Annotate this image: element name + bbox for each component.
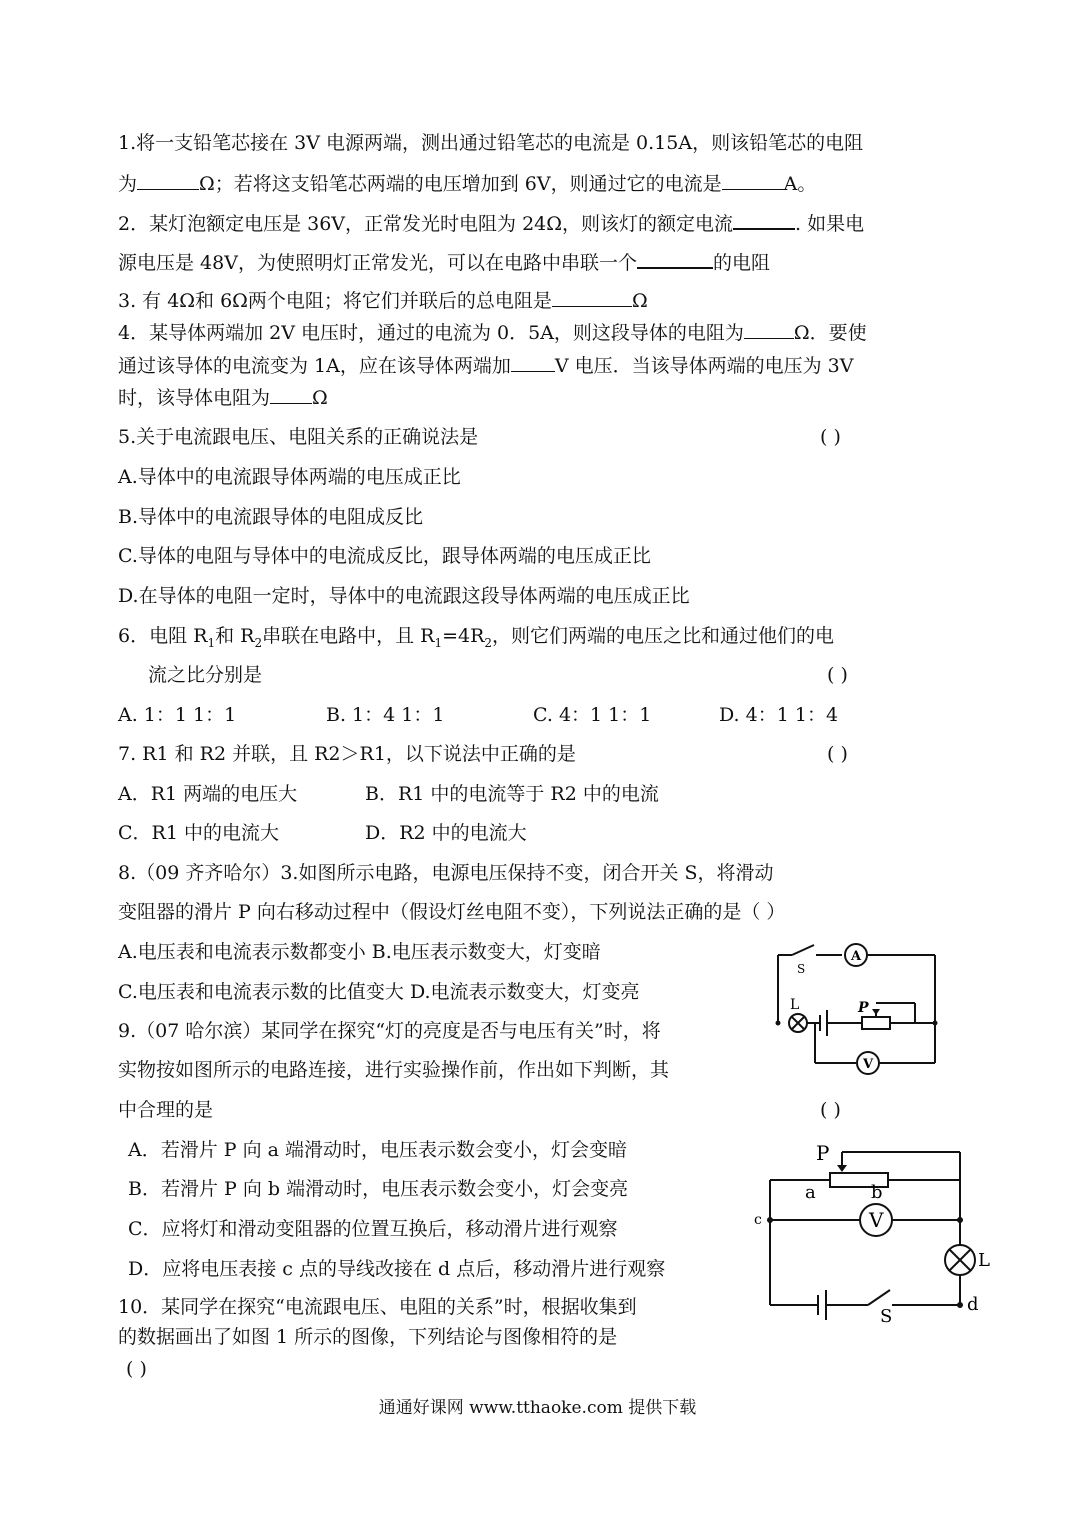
q9-line2: 实物按如图所示的电路连接，进行实验操作前，作出如下判断，其 <box>118 1059 670 1081</box>
q6-line1 <box>118 624 834 655</box>
q9-fig-label-p: P <box>816 1141 830 1165</box>
footer-source: 通通好课网 www.tthaoke.com 提供下载 <box>378 1398 697 1418</box>
q6-line2: 流之比分别是 <box>148 664 263 686</box>
q9-fig-label-s: S <box>880 1306 893 1327</box>
q6-option-c[interactable]: C. 4：1 1：1 <box>533 704 652 726</box>
q8-line1: 8.（09 齐齐哈尔）3.如图所示电路，电源电压保持不变，闭合开关 S，将滑动 <box>118 862 774 884</box>
q1-line2 <box>118 171 816 196</box>
q4-line2 <box>118 353 853 378</box>
q9-answer-paren[interactable]: ( ) <box>820 1099 841 1121</box>
q2-text: 的电阻 <box>712 252 770 274</box>
q5-stem: 5.关于电流跟电压、电阻关系的正确说法是 <box>118 426 479 448</box>
q9-option-d[interactable]: D．应将电压表接 c 点的导线改接在 d 点后，移动滑片进行观察 <box>128 1258 666 1280</box>
q4-text: 4．某导体两端加 2V 电压时，通过的电流为 0．5A，则这段导体的电阻为 <box>118 322 744 344</box>
q8-circuit-diagram <box>770 935 950 1075</box>
q9-line1: 9.（07 哈尔滨）某同学在探究“灯的亮度是否与电压有关”时，将 <box>118 1020 661 1042</box>
q6-text: =4R <box>442 625 485 647</box>
q4-text: V 电压．当该导体两端的电压为 3V <box>554 355 854 377</box>
q9-fig-label-lamp: L <box>978 1250 990 1271</box>
q9-circuit-diagram <box>750 1140 990 1325</box>
q2-line1 <box>118 210 864 236</box>
q6-subscript: 1 <box>207 635 216 650</box>
q5-option-c[interactable]: C.导体的电阻与导体中的电流成反比，跟导体两端的电压成正比 <box>118 545 651 567</box>
q6-option-b[interactable]: B. 1：4 1：1 <box>326 704 445 726</box>
q8-fig-label-ammeter: A <box>851 949 862 964</box>
q1-text: Ω；若将这支铅笔芯两端的电压增加到 6V，则通过它的电流是 <box>199 173 722 195</box>
q4-text: Ω．要使 <box>793 322 867 344</box>
q6-subscript: 1 <box>434 635 443 650</box>
q1-text: 为 <box>118 173 138 195</box>
q5-option-d[interactable]: D.在导体的电阻一定时，导体中的电流跟这段导体两端的电压成正比 <box>118 585 690 607</box>
q6-subscript: 2 <box>254 635 263 650</box>
q5-option-b[interactable]: B.导体中的电流跟导体的电阻成反比 <box>118 506 424 528</box>
q7-option-a[interactable]: A．R1 两端的电压大 <box>118 783 298 805</box>
q7-stem: 7. R1 和 R2 并联，且 R2＞R1，以下说法中正确的是 <box>118 743 576 765</box>
q8-options-ab[interactable]: A.电压表和电流表示数都变小 B.电压表示数变大，灯变暗 <box>118 941 601 963</box>
q8-options-cd[interactable]: C.电压表和电流表示数的比值变大 D.电流表示数变大，灯变亮 <box>118 981 640 1003</box>
q2-blank-current[interactable] <box>733 210 795 230</box>
q9-fig-label-d: d <box>967 1294 979 1315</box>
q3-blank[interactable] <box>552 288 632 307</box>
q9-fig-label-b: b <box>871 1182 883 1203</box>
q10-answer-paren[interactable]: ( ) <box>126 1358 147 1380</box>
q6-text: 和 R <box>215 625 255 647</box>
q9-line3: 中合理的是 <box>118 1099 214 1121</box>
q8-fig-label-lamp: L <box>790 997 800 1013</box>
q4-line1 <box>118 320 867 345</box>
q6-answer-paren[interactable]: ( ) <box>827 664 848 686</box>
q9-option-a[interactable]: A．若滑片 P 向 a 端滑动时，电压表示数会变小，灯会变暗 <box>128 1139 627 1161</box>
q7-option-b[interactable]: B．R1 中的电流等于 R2 中的电流 <box>365 783 659 805</box>
q2-text: 2．某灯泡额定电压是 36V，正常发光时电阻为 24Ω，则该灯的额定电流 <box>118 213 733 235</box>
q3-text: 3. 有 4Ω和 6Ω两个电阻；将它们并联后的总电阻是 <box>118 290 552 312</box>
q7-option-d[interactable]: D．R2 中的电流大 <box>365 822 527 844</box>
q2-text: . 如果电 <box>795 213 865 235</box>
q9-fig-label-c: c <box>754 1212 762 1228</box>
q4-text: 时，该导体电阻为 <box>118 387 271 409</box>
q2-text: 源电压是 48V，为使照明灯正常发光，可以在电路中串联一个 <box>118 252 637 274</box>
q6-text: ，则它们两端的电压之比和通过他们的电 <box>492 625 835 647</box>
q5-answer-paren[interactable]: ( ) <box>820 426 841 448</box>
q6-option-a[interactable]: A. 1：1 1：1 <box>118 704 237 726</box>
q1-line1: 1.将一支铅笔芯接在 3V 电源两端，测出通过铅笔芯的电流是 0.15A，则该铅笔芯的电阻 <box>118 132 864 154</box>
q9-fig-label-a: a <box>805 1182 816 1203</box>
q10-line2: 的数据画出了如图 1 所示的图像，下列结论与图像相符的是 <box>118 1326 618 1348</box>
q2-line2 <box>118 249 770 275</box>
q3-unit: Ω <box>631 290 648 312</box>
q6-option-d[interactable]: D. 4：1 1：4 <box>719 704 839 726</box>
q4-text: 通过该导体的电流变为 1A，应在该导体两端加 <box>118 355 511 377</box>
q4-blank-voltage[interactable] <box>511 353 555 372</box>
q6-text: 6．电阻 R <box>118 625 208 647</box>
q4-text: Ω <box>312 387 328 409</box>
q7-answer-paren[interactable]: ( ) <box>827 743 848 765</box>
q8-fig-label-p: P <box>858 1000 869 1016</box>
q7-option-c[interactable]: C．R1 中的电流大 <box>118 822 279 844</box>
q6-text: 串联在电路中，且 R <box>262 625 435 647</box>
q8-line2: 变阻器的滑片 P 向右移动过程中（假设灯丝电阻不变），下列说法正确的是（ ） <box>118 901 786 923</box>
q8-fig-label-voltmeter: V <box>863 1057 874 1072</box>
q4-blank-resistance-3v[interactable] <box>270 385 312 404</box>
q1-text: A。 <box>783 173 817 195</box>
q9-fig-label-voltmeter: V <box>869 1208 884 1232</box>
q2-blank-resistor[interactable] <box>637 249 713 269</box>
q10-line1: 10．某同学在探究“电流跟电压、电阻的关系”时，根据收集到 <box>118 1296 637 1318</box>
q5-option-a[interactable]: A.导体中的电流跟导体两端的电压成正比 <box>118 466 461 488</box>
q1-blank-resistance[interactable] <box>137 171 199 190</box>
q4-line3 <box>118 385 328 410</box>
q3-line <box>118 288 648 313</box>
q6-subscript: 2 <box>484 635 493 650</box>
q4-blank-resistance[interactable] <box>744 320 794 339</box>
q8-fig-label-s: S <box>797 962 806 976</box>
q1-blank-current[interactable] <box>722 171 784 190</box>
q9-option-b[interactable]: B．若滑片 P 向 b 端滑动时，电压表示数会变小，灯会变亮 <box>128 1178 629 1200</box>
q9-option-c[interactable]: C．应将灯和滑动变阻器的位置互换后，移动滑片进行观察 <box>128 1218 618 1240</box>
